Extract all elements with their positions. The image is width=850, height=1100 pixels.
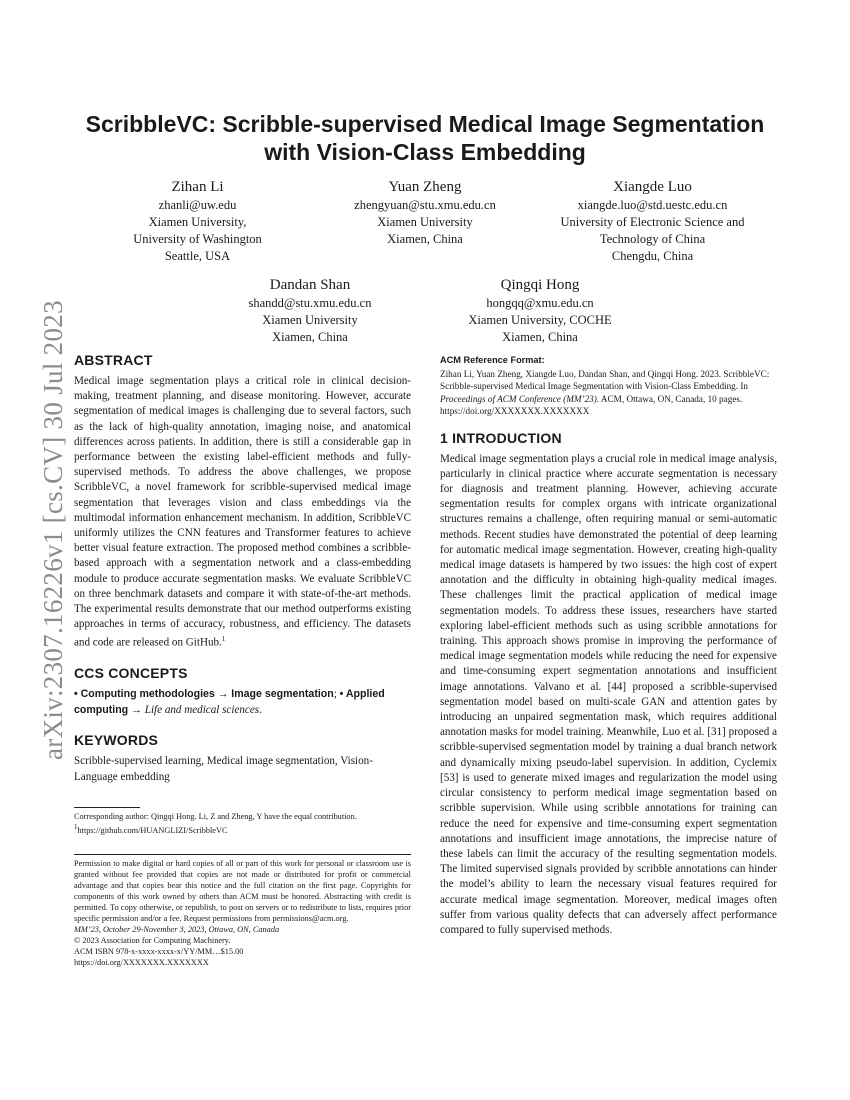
author-name: Zihan Li (171, 179, 224, 195)
keywords-heading: KEYWORDS (74, 732, 159, 749)
arxiv-stamp (18, 300, 68, 760)
permission-text: Permission to make digital or hard copies of all or part of this work for personal or classroom use is granted without fee provided that copies are not made or distributed for profit or commercial advantage and that copies bear this notice and the full citation on the first page. Copyrights for components of this work owned by others than ACM must be honored. Abstracting with credit is permitted. To copy otherwise, or republish, to post on servers or to redistribute to lists, requires prior specific permission and/or a fee. Request permissions from permissions@acm.org. (74, 858, 411, 923)
footnote-rule (74, 807, 140, 808)
author-location: Xiamen, China (272, 330, 348, 344)
ccs-item-2-leaf: Life and medical sciences (144, 703, 260, 716)
ccs-text (74, 687, 411, 718)
author-email: shandd@stu.xmu.edu.cn (248, 296, 372, 310)
ccs-item-2: • Applied computing (74, 688, 385, 716)
author-block (330, 178, 520, 248)
permission-block (74, 854, 411, 968)
ccs-end: . (259, 703, 262, 716)
arxiv-id: arXiv:2307.16226v1 [cs.CV] 30 Jul 2023 (38, 300, 68, 760)
right-column (440, 355, 777, 938)
left-column (74, 352, 411, 968)
ccs-separator: ; (333, 688, 340, 701)
author-email: xiangde.luo@std.uestc.edu.cn (577, 198, 728, 212)
permission-rule (74, 854, 411, 855)
abstract-text (74, 374, 411, 651)
acm-reference-part: Zihan Li, Yuan Zheng, Xiangde Luo, Dandan Shan, and Qingqi Hong. 2023. ScribbleVC: Scribble-supervised Medical Image Segmentation with Vision-Class Embedding. In (440, 369, 770, 392)
abstract-heading: ABSTRACT (74, 352, 153, 368)
author-affiliation: Xiamen University (262, 313, 358, 327)
author-block (450, 276, 630, 346)
acm-reference-text (440, 368, 777, 418)
abstract-body: Medical image segmentation plays a critical role in clinical decision-making, treatment planning, and disease monitoring. However, accurate segmentation of medical images is challenging due to several factors, such as the lack of high-quality annotation, imaging noise, and anatomical differences across patients. In addition, there is still a considerable gap in performance between the existing label-efficient methods and fully-supervised methods. To address the above challenges, we propose ScribbleVC, a novel framework for scribble-supervised medical image segmentation that leverages vision and class embeddings via the multimodal information enhancement mechanism. In addition, ScribbleVC uniformly utilizes the CNN features and Transformer features to achieve better visual feature extraction. The proposed method combines a scribble-based approach with a segmentation network and a class-embedding module to produce accurate segmentation masks. We evaluate ScribbleVC on three benchmark datasets and compare it with state-of-the-art methods. The experimental results demonstrate that our method outperforms existing approaches in terms of accuracy, robustness, and efficiency. The datasets and code are released on GitHub. (74, 375, 411, 650)
github-footnote (74, 822, 411, 836)
isbn-line: ACM ISBN 978-x-xxxx-xxxx-x/YY/MM…$15.00 (74, 946, 244, 956)
author-affiliation: Technology of China (599, 232, 706, 246)
author-name: Yuan Zheng (388, 179, 462, 195)
author-email: hongqq@xmu.edu.cn (486, 296, 594, 310)
footnote-mark: 1 (221, 635, 226, 644)
acm-reference-venue: Proceedings of ACM Conference (MM’23). (440, 393, 600, 404)
ccs-heading: CCS CONCEPTS (74, 665, 188, 682)
footnotes (74, 807, 411, 836)
acm-reference-part: ACM, Ottawa, ON, Canada, 10 pages. https://doi.org/XXXXXXX.XXXXXXX (440, 393, 743, 417)
keywords-text: Scribble-supervised learning, Medical image segmentation, Vision-Language embedding (74, 755, 373, 783)
github-url[interactable]: https://github.com/HUANGLIZI/ScribbleVC (77, 825, 228, 835)
acm-reference-heading: ACM Reference Format: (440, 355, 545, 365)
author-location: Seattle, USA (164, 249, 231, 263)
ccs-arrow: → (128, 703, 145, 716)
paper-title: ScribbleVC: Scribble-supervised Medical Image Segmentation with Vision-Class Embedding (85, 111, 765, 165)
doi-line[interactable]: https://doi.org/XXXXXXX.XXXXXXX (74, 957, 209, 967)
author-location: Xiamen, China (387, 232, 463, 246)
author-block (110, 178, 285, 265)
author-block (540, 178, 765, 265)
author-name: Xiangde Luo (613, 179, 692, 195)
author-location: Xiamen, China (502, 330, 578, 344)
author-affiliation: Xiamen University, COCHE (468, 313, 612, 327)
author-email: zhanli@uw.edu (158, 198, 237, 212)
conference-line: MM’23, October 29-November 3, 2023, Ottawa, ON, Canada (74, 924, 280, 934)
copyright-line: © 2023 Association for Computing Machinery. (74, 935, 231, 945)
author-affiliation: University of Electronic Science and (560, 215, 745, 229)
author-block (225, 276, 395, 346)
author-email: zhengyuan@stu.xmu.edu.cn (354, 198, 496, 212)
introduction-text: Medical image segmentation plays a crucial role in medical image analysis, particularly in clinical practice where accurate segmentation is necessary for diagnosis and treatment planning. However, achieving accurate segmentation results for complex organs with intricate organizational structures remains a challenge, often requiring manual or semi-automatic methods. Recent studies have demonstrated the potential of deep learning for automatic medical image segmentation. However, creating high-quality medical image datasets is hampered by two issues: the high cost of expert annotation and the difficulty in obtaining high-quality medical images. These challenges limit the practical application of medical image segmentation models. To address these issues, researchers have started exploring label-efficient methods such as using scribble annotations for training. This approach shows promise in improving the performance of medical image segmentation models while reducing the need for expensive and time-consuming expert segmentation annotations and insufficient image annotations. Valvano et al. [44] proposed a scribble-supervised segmentation model based on multi-scale GAN and attention gates by introducing an unpaired segmentation mask, which requires additional annotation masks for model training. Meanwhile, Luo et al. [31] proposed a scribble-supervised segmentation model by training a dual branch network and dynamically mixing pseudo-label supervision. In addition, Cyclemix [53] is used to generate mixed images and regularization the model using circular consistency to perform medical image segmentation based on scribble supervision. While using scribble annotations for training can reduce the need for expensive and time-consuming expert segmentation annotations and insufficient image annotations, the imprecise nature of these labels can limit the accuracy of the resulting segmentation models. The limited supervised signals provided by scribble annotations can hinder the model’s ability to learn the necessary visual features required for accurate medical image segmentation. Moreover, medical images often suffer from various quality defects that can adversely affect performance compared to fully supervised methods. (440, 452, 777, 936)
footnote-number: 1 (74, 822, 78, 831)
corresponding-author-note: Corresponding author: Qingqi Hong. Li, Z and Zheng, Y have the equal contribution. (74, 811, 357, 821)
author-affiliation: University of Washington (133, 232, 262, 246)
author-location: Chengdu, China (611, 249, 694, 263)
author-name: Qingqi Hong (500, 277, 580, 293)
author-affiliation: Xiamen University (377, 215, 473, 229)
author-affiliation: Xiamen University, (148, 215, 247, 229)
ccs-item-1: • Computing methodologies → Image segmentation (74, 688, 334, 701)
introduction-heading: 1 INTRODUCTION (440, 429, 562, 446)
author-name: Dandan Shan (269, 277, 351, 293)
